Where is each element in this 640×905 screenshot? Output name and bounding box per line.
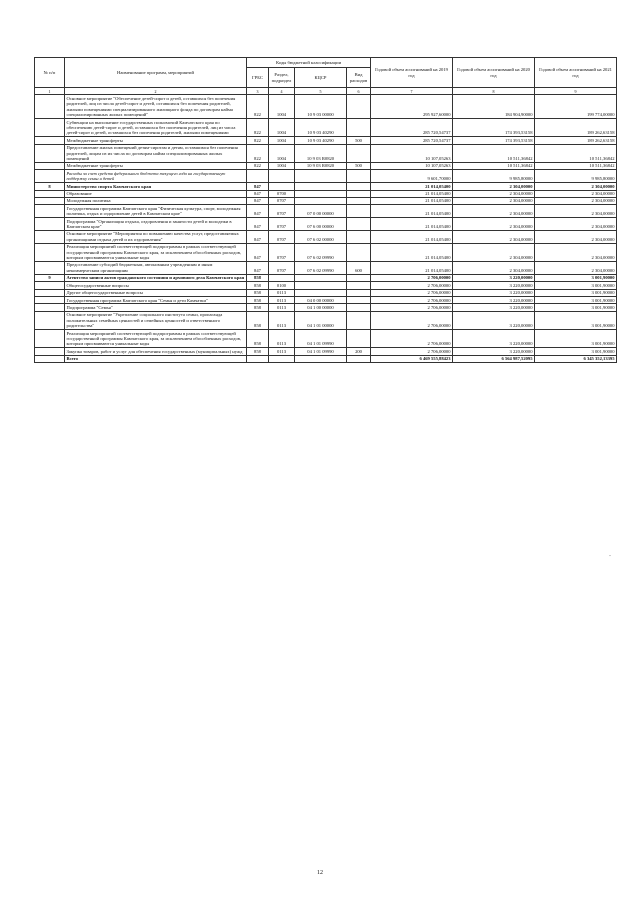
row-rzpr: 1004 — [269, 162, 295, 169]
row-amount-2021: 3 001,90000 — [535, 297, 617, 304]
row-number — [35, 190, 65, 197]
row-vr — [347, 282, 371, 289]
row-amount-2019: 21 014,05400 — [371, 218, 453, 231]
row-number — [35, 243, 65, 261]
row-vr — [347, 355, 371, 362]
row-amount-2020: 6 564 987,52095 — [453, 355, 535, 362]
row-name: Предоставление жилых помещений детям-сиротам и детям, оставшимся без попечения родителей, лицам из их числа по договорам найма специализированных жилых помещений — [65, 144, 247, 162]
row-name: Общегосударственные вопросы — [65, 282, 247, 289]
row-rzpr: 0700 — [269, 190, 295, 197]
row-rzpr: 0113 — [269, 311, 295, 329]
row-amount-2019: 295 927,60000 — [371, 95, 453, 119]
row-number: 9 — [35, 274, 65, 281]
header-ksr: КЦСР — [295, 68, 347, 88]
row-number — [35, 289, 65, 296]
table-row — [35, 137, 617, 144]
row-number: 8 — [35, 183, 65, 190]
row-name: Основное мероприятие "Укрепление социального института семьи, пропаганда положительных семейных ценностей и семейных ценностей и ответственного родительства" — [65, 311, 247, 329]
header-2020: Годовой объем ассигнований на 2020 год — [453, 58, 535, 88]
row-amount-2019: 2 706,00000 — [371, 274, 453, 281]
row-vr — [347, 274, 371, 281]
row-rzpr: 0707 — [269, 261, 295, 274]
row-grbs: 847 — [247, 243, 269, 261]
row-amount-2021: 3 001,90000 — [535, 348, 617, 355]
row-vr — [347, 205, 371, 218]
colnum: 2 — [65, 88, 247, 95]
row-grbs: 858 — [247, 330, 269, 348]
table-row — [35, 95, 617, 119]
row-amount-2019: 2 706,00000 — [371, 348, 453, 355]
row-ksr — [295, 170, 347, 183]
row-rzpr: 1004 — [269, 119, 295, 137]
row-amount-2019: 21 014,05400 — [371, 205, 453, 218]
row-number — [35, 230, 65, 243]
row-number — [35, 170, 65, 183]
row-vr — [347, 197, 371, 204]
table-row — [35, 190, 617, 197]
row-ksr: 04 0 00 00000 — [295, 297, 347, 304]
table-row — [35, 144, 617, 162]
row-amount-2019: 2 706,00000 — [371, 330, 453, 348]
row-ksr — [295, 190, 347, 197]
row-vr — [347, 330, 371, 348]
row-amount-2020: 3 220,00000 — [453, 330, 535, 348]
table-row — [35, 297, 617, 304]
row-amount-2020: 174 393,53158 — [453, 119, 535, 137]
row-amount-2019: 2 706,00000 — [371, 311, 453, 329]
row-vr: 500 — [347, 137, 371, 144]
row-vr — [347, 297, 371, 304]
colnum: 6 — [347, 88, 371, 95]
table-row — [35, 183, 617, 190]
row-name: Молодежная политика — [65, 197, 247, 204]
row-name: Закупка товаров, работ и услуг для обеспечения государственных (муниципальных) нужд — [65, 348, 247, 355]
table-body — [35, 95, 617, 363]
row-amount-2019: 2 706,00000 — [371, 289, 453, 296]
row-rzpr: 0113 — [269, 304, 295, 311]
row-ksr: 07 6 00 00000 — [295, 218, 347, 231]
row-amount-2021: 3 001,90000 — [535, 304, 617, 311]
header-no: № п/п — [35, 58, 65, 88]
row-grbs: 822 — [247, 119, 269, 137]
row-number — [35, 218, 65, 231]
row-grbs — [247, 170, 269, 183]
row-number — [35, 162, 65, 169]
row-rzpr: 0113 — [269, 330, 295, 348]
row-rzpr — [269, 170, 295, 183]
row-rzpr — [269, 274, 295, 281]
row-ksr: 10 9 03 00000 — [295, 95, 347, 119]
row-amount-2020: 2 304,00000 — [453, 261, 535, 274]
row-ksr — [295, 289, 347, 296]
row-name: Расходы за счет средств федерального бюджета текущего года на государственную поддержку семьи и детей — [65, 170, 247, 183]
row-amount-2020: 2 304,00000 — [453, 183, 535, 190]
row-number — [35, 205, 65, 218]
row-rzpr: 0707 — [269, 243, 295, 261]
row-amount-2021: 2 304,00000 — [535, 190, 617, 197]
table-row — [35, 197, 617, 204]
row-rzpr: 0707 — [269, 197, 295, 204]
row-rzpr: 0707 — [269, 230, 295, 243]
row-rzpr: 1004 — [269, 95, 295, 119]
row-grbs: 858 — [247, 289, 269, 296]
row-name: Агентство записи актов гражданского состояния и архивного дела Камчатского края — [65, 274, 247, 281]
row-ksr: 07 6 02 09990 — [295, 243, 347, 261]
table-row — [35, 304, 617, 311]
row-ksr: 04 1 01 00000 — [295, 311, 347, 329]
header-vr: Вид расходов — [347, 68, 371, 88]
row-name: Всего — [65, 355, 247, 362]
row-amount-2020: 3 220,00000 — [453, 274, 535, 281]
row-number — [35, 355, 65, 362]
row-amount-2021: 10 511,36842 — [535, 144, 617, 162]
row-rzpr: 0113 — [269, 348, 295, 355]
row-amount-2019: 285 720,54737 — [371, 137, 453, 144]
row-amount-2021: 9 985,80000 — [535, 170, 617, 183]
row-name: Государственная программа Камчатского края "Семья и дети Камчатки" — [65, 297, 247, 304]
colnum: 3 — [247, 88, 269, 95]
row-grbs: 847 — [247, 197, 269, 204]
row-amount-2019: 285 720,54737 — [371, 119, 453, 137]
row-amount-2020: 3 220,00000 — [453, 282, 535, 289]
row-name: Подпрограмма "Организация отдыха, оздоровления и занятости детей и молодежи в Камчатском крае" — [65, 218, 247, 231]
row-ksr — [295, 197, 347, 204]
header-2019: Годовой объем ассигнований на 2019 год — [371, 58, 453, 88]
row-vr — [347, 311, 371, 329]
row-amount-2021: 2 304,00000 — [535, 243, 617, 261]
row-ksr — [295, 282, 347, 289]
row-amount-2020: 9 985,80000 — [453, 170, 535, 183]
colnum: 7 — [371, 88, 453, 95]
row-amount-2019: 21 014,05400 — [371, 190, 453, 197]
row-number — [35, 297, 65, 304]
row-amount-2021: 189 262,63158 — [535, 119, 617, 137]
row-ksr: 10 9 03 40290 — [295, 137, 347, 144]
row-amount-2019: 2 706,00000 — [371, 282, 453, 289]
row-name: Основное мероприятие "Обеспечение детей-сирот и детей, оставшихся без попечения родителей, лиц из числа детей-сирот и детей, оставшихся без попечения родителей, жилыми помещениями специализированного жилищного фонда по договорам найма специализированных жилых помещений" — [65, 95, 247, 119]
row-amount-2021: 3 001,90000 — [535, 330, 617, 348]
row-rzpr: 0113 — [269, 289, 295, 296]
row-rzpr: 0707 — [269, 205, 295, 218]
row-amount-2021: 2 304,00000 — [535, 218, 617, 231]
page-number: 12 — [317, 870, 323, 876]
row-amount-2019: 21 014,05400 — [371, 230, 453, 243]
row-vr — [347, 304, 371, 311]
row-vr — [347, 183, 371, 190]
row-grbs: 822 — [247, 144, 269, 162]
row-vr — [347, 218, 371, 231]
row-amount-2021: 3 001,90000 — [535, 282, 617, 289]
row-amount-2019: 21 014,05400 — [371, 261, 453, 274]
row-grbs: 858 — [247, 274, 269, 281]
row-amount-2020: 3 220,00000 — [453, 311, 535, 329]
row-amount-2020: 2 304,00000 — [453, 243, 535, 261]
row-rzpr: 0707 — [269, 218, 295, 231]
row-number — [35, 197, 65, 204]
row-rzpr: 0100 — [269, 282, 295, 289]
row-grbs: 847 — [247, 261, 269, 274]
table-row — [35, 119, 617, 137]
column-numbers-row — [35, 88, 617, 95]
table-row — [35, 162, 617, 169]
row-number — [35, 282, 65, 289]
row-vr — [347, 95, 371, 119]
row-name: Другие общегосударственные вопросы — [65, 289, 247, 296]
row-amount-2019: 21 014,05400 — [371, 243, 453, 261]
row-amount-2019: 21 014,05400 — [371, 183, 453, 190]
row-ksr: 04 1 00 00000 — [295, 304, 347, 311]
row-number — [35, 95, 65, 119]
row-ksr: 07 0 00 00000 — [295, 205, 347, 218]
table-row — [35, 261, 617, 274]
colnum: 8 — [453, 88, 535, 95]
row-grbs: 858 — [247, 348, 269, 355]
row-grbs: 847 — [247, 230, 269, 243]
row-amount-2020: 2 304,00000 — [453, 197, 535, 204]
row-name: Реализация мероприятий соответствующей подпрограммы в рамках соответствующей государственной программы Камчатского края, за исключением обособленных расходов, которым присваиваются уникальные коды — [65, 330, 247, 348]
table-row — [35, 289, 617, 296]
row-number — [35, 304, 65, 311]
row-rzpr — [269, 183, 295, 190]
row-number — [35, 348, 65, 355]
row-amount-2021: 2 304,00000 — [535, 230, 617, 243]
row-name: Предоставление субсидий бюджетным, автономным учреждениям и иным некоммерческим организациям — [65, 261, 247, 274]
row-amount-2021: 6 345 352,13395 — [535, 355, 617, 362]
row-amount-2020: 2 304,00000 — [453, 218, 535, 231]
row-grbs: 847 — [247, 205, 269, 218]
row-grbs: 822 — [247, 137, 269, 144]
row-amount-2019: 9 601,70000 — [371, 170, 453, 183]
table-row — [35, 348, 617, 355]
row-amount-2019: 10 107,05263 — [371, 144, 453, 162]
table-row — [35, 330, 617, 348]
row-vr — [347, 289, 371, 296]
row-amount-2021: 2 304,00000 — [535, 183, 617, 190]
row-amount-2021: 2 304,00000 — [535, 261, 617, 274]
header-rzpr: Раздел, подраздел — [269, 68, 295, 88]
row-grbs: 822 — [247, 95, 269, 119]
row-ksr: 04 1 01 09990 — [295, 348, 347, 355]
row-amount-2020: 10 511,36842 — [453, 144, 535, 162]
row-vr: 500 — [347, 162, 371, 169]
table-row — [35, 218, 617, 231]
row-grbs: 847 — [247, 183, 269, 190]
row-vr — [347, 230, 371, 243]
colnum: 1 — [35, 88, 65, 95]
header-codes-group: Коды бюджетной классификации — [247, 58, 371, 68]
row-amount-2020: 3 220,00000 — [453, 289, 535, 296]
table-row — [35, 274, 617, 281]
row-amount-2021: 10 511,36842 — [535, 162, 617, 169]
row-name: Подпрограмма "Семья" — [65, 304, 247, 311]
row-number — [35, 137, 65, 144]
row-amount-2021: 2 304,00000 — [535, 197, 617, 204]
row-amount-2020: 184 904,90000 — [453, 95, 535, 119]
row-ksr — [295, 274, 347, 281]
row-vr — [347, 243, 371, 261]
row-amount-2020: 10 511,36842 — [453, 162, 535, 169]
row-ksr: 07 6 02 00000 — [295, 230, 347, 243]
table-row — [35, 205, 617, 218]
row-amount-2021: 3 001,90000 — [535, 311, 617, 329]
row-name: Основное мероприятие "Мероприятия по повышению качества услуг, предоставляемых организациями отдыха детей и их оздоровления" — [65, 230, 247, 243]
row-amount-2021: 2 304,00000 — [535, 205, 617, 218]
row-ksr — [295, 183, 347, 190]
row-amount-2021: 3 001,90000 — [535, 289, 617, 296]
row-grbs: 847 — [247, 190, 269, 197]
row-vr — [347, 119, 371, 137]
row-number — [35, 119, 65, 137]
row-amount-2020: 2 304,00000 — [453, 205, 535, 218]
table-row — [35, 282, 617, 289]
row-number — [35, 261, 65, 274]
row-amount-2020: 2 304,00000 — [453, 230, 535, 243]
row-rzpr — [269, 355, 295, 362]
row-grbs: 822 — [247, 162, 269, 169]
row-amount-2019: 2 706,00000 — [371, 304, 453, 311]
header-name: Наименование программ, мероприятий — [65, 58, 247, 88]
table-row — [35, 230, 617, 243]
row-amount-2019: 2 706,00000 — [371, 297, 453, 304]
row-name: Реализация мероприятий соответствующей подпрограммы в рамках соответствующей государственной программы Камчатского края, за исключением обособленных расходов, которым присваиваются уникальные коды — [65, 243, 247, 261]
table-header — [35, 58, 617, 95]
row-name: Образование — [65, 190, 247, 197]
header-grbs: ГРБС — [247, 68, 269, 88]
row-vr — [347, 170, 371, 183]
row-amount-2019: 10 107,05263 — [371, 162, 453, 169]
row-grbs: 858 — [247, 311, 269, 329]
corner-mark: ” — [609, 554, 611, 559]
row-name: Межбюджетные трансферты — [65, 162, 247, 169]
colnum: 4 — [269, 88, 295, 95]
row-amount-2020: 174 393,53158 — [453, 137, 535, 144]
colnum: 9 — [535, 88, 617, 95]
row-amount-2021: 189 262,63158 — [535, 137, 617, 144]
row-amount-2019: 21 014,05400 — [371, 197, 453, 204]
row-amount-2020: 3 220,00000 — [453, 348, 535, 355]
row-vr: 200 — [347, 348, 371, 355]
row-grbs: 858 — [247, 304, 269, 311]
row-amount-2021: 199 774,00000 — [535, 95, 617, 119]
row-grbs — [247, 355, 269, 362]
row-rzpr: 1004 — [269, 137, 295, 144]
row-vr — [347, 190, 371, 197]
row-amount-2021: 3 001,90000 — [535, 274, 617, 281]
row-ksr: 10 9 03 40290 — [295, 119, 347, 137]
row-name: Министерство спорта Камчатского края — [65, 183, 247, 190]
colnum: 5 — [295, 88, 347, 95]
row-ksr: 10 9 03 R0820 — [295, 162, 347, 169]
row-rzpr: 1004 — [269, 144, 295, 162]
row-number — [35, 330, 65, 348]
row-amount-2019: 6 469 555,88423 — [371, 355, 453, 362]
row-ksr: 04 1 01 09990 — [295, 330, 347, 348]
row-rzpr: 0113 — [269, 297, 295, 304]
row-vr — [347, 144, 371, 162]
row-vr: 600 — [347, 261, 371, 274]
row-name: Субвенции на выполнение государственных полномочий Камчатского края по обеспечению детей-сирот и детей, оставшихся без попечения родителей, лиц из числа детей-сирот и детей, оставшихся без попечения родителей, жилыми помещениями — [65, 119, 247, 137]
row-amount-2020: 2 304,00000 — [453, 190, 535, 197]
row-ksr: 10 9 03 R0820 — [295, 144, 347, 162]
row-name: Межбюджетные трансферты — [65, 137, 247, 144]
table-row — [35, 355, 617, 362]
table-row — [35, 243, 617, 261]
table-row — [35, 170, 617, 183]
row-grbs: 847 — [247, 218, 269, 231]
row-ksr: 07 6 02 09990 — [295, 261, 347, 274]
row-amount-2020: 3 220,00000 — [453, 297, 535, 304]
budget-table — [34, 57, 617, 363]
header-2021: Годовой объем ассигнований на 2021 год — [535, 58, 617, 88]
row-name: Государственная программа Камчатского края "Физическая культура, спорт, молодежная политика, отдых и оздоровление детей в Камчатском крае" — [65, 205, 247, 218]
row-number — [35, 144, 65, 162]
row-number — [35, 311, 65, 329]
table-row — [35, 311, 617, 329]
row-grbs: 858 — [247, 297, 269, 304]
row-ksr — [295, 355, 347, 362]
row-amount-2020: 3 220,00000 — [453, 304, 535, 311]
row-grbs: 858 — [247, 282, 269, 289]
